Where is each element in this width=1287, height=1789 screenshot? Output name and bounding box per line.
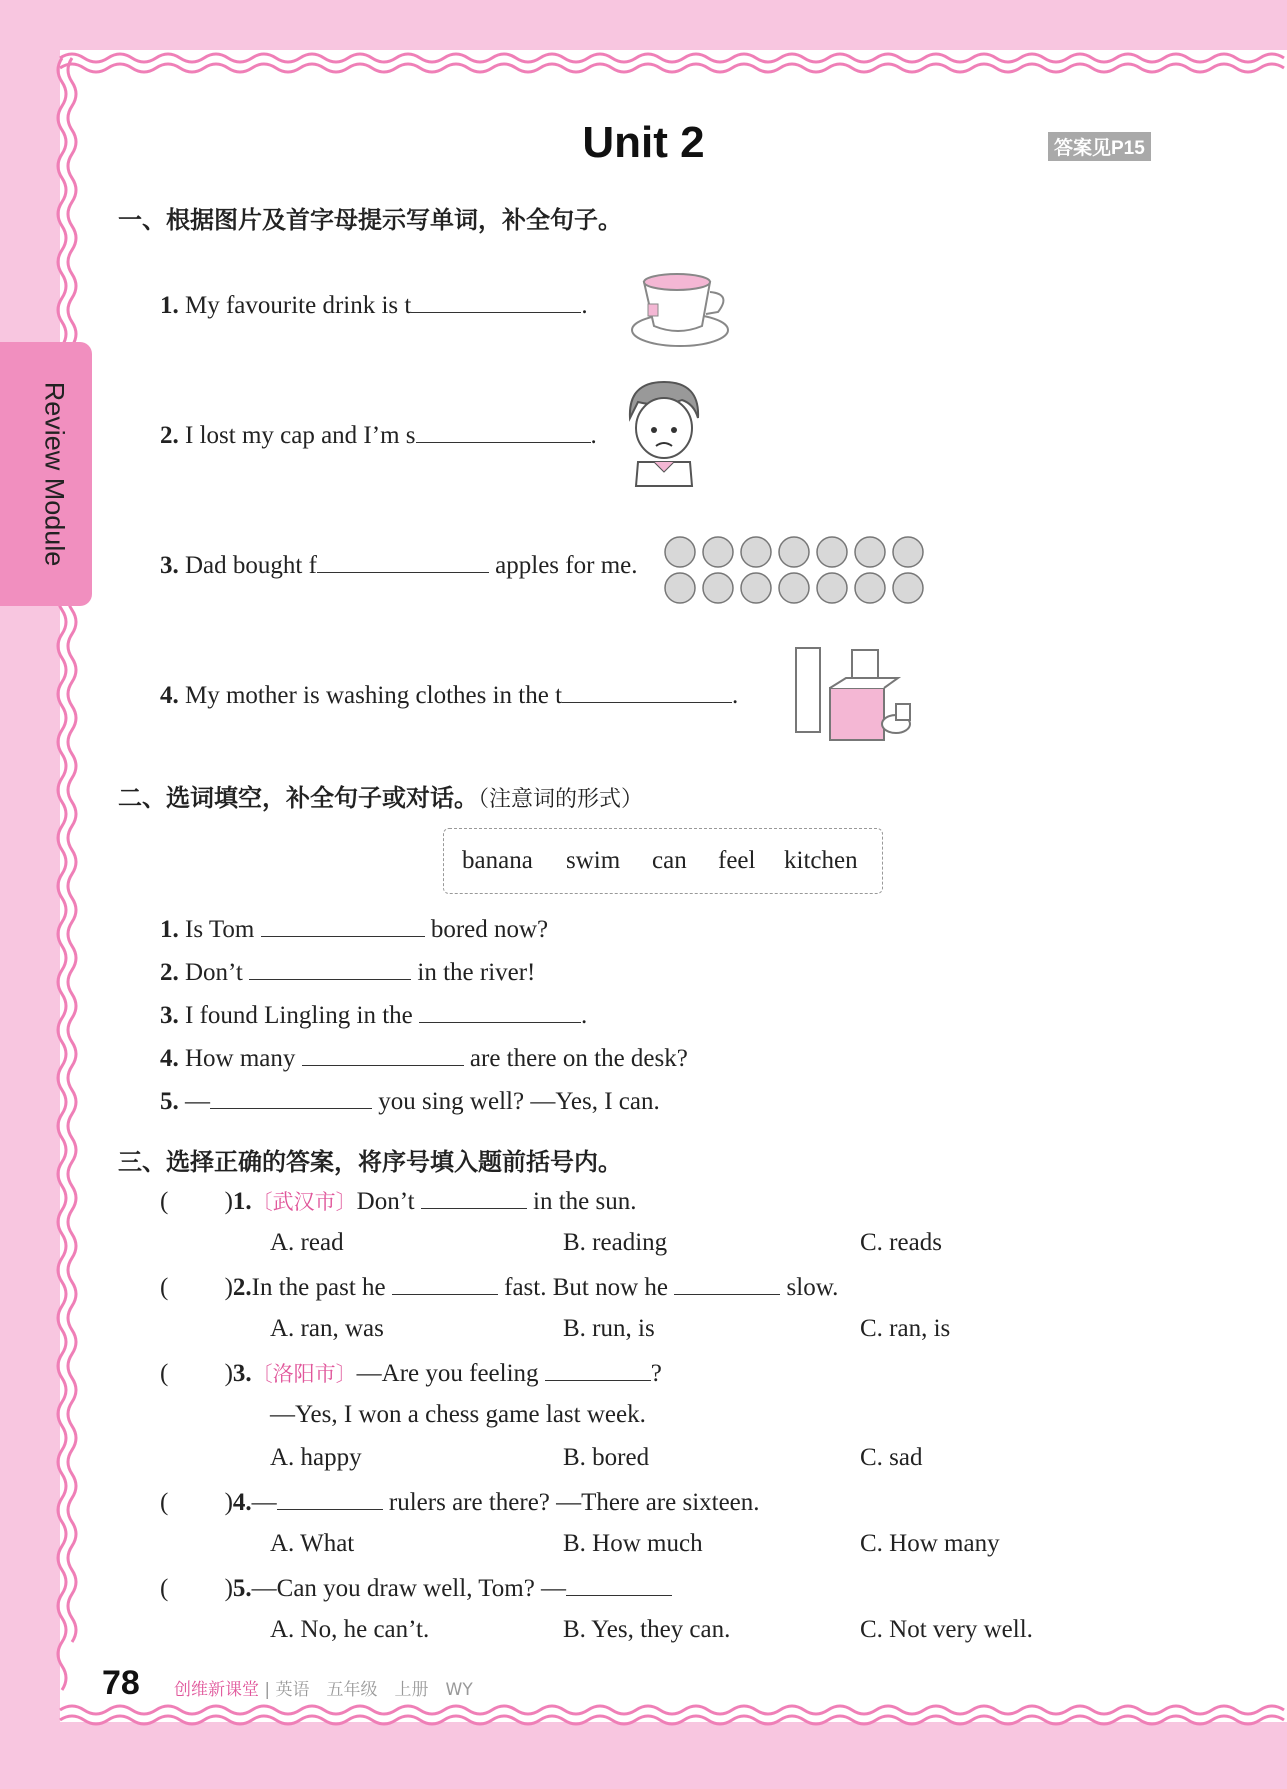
answer-blank[interactable]: [392, 1272, 498, 1295]
item-number: 2.: [232, 1274, 252, 1301]
item-text: you sing well? —Yes, I can.: [372, 1088, 660, 1115]
item-text: How many: [185, 1045, 302, 1072]
option-b: B. Yes, they can.: [563, 1616, 731, 1643]
s1-item-3: [160, 550, 637, 580]
item-text: .: [581, 292, 588, 319]
option-c: C. How many: [860, 1530, 1000, 1557]
item-text: In the past he: [251, 1274, 392, 1301]
section2-note: （注意词的形式）: [478, 787, 644, 812]
item-text: My favourite drink is t: [185, 292, 412, 319]
section2-heading: [118, 778, 643, 813]
section3-heading: 三、选择正确的答案，将序号填入题前括号内。: [118, 1148, 622, 1176]
s2-item-1: [160, 914, 548, 944]
s2-item-2: [160, 957, 535, 987]
answer-blank[interactable]: [411, 290, 581, 313]
answer-blank[interactable]: [562, 680, 732, 703]
answer-blank[interactable]: [416, 420, 591, 443]
option-a: A. ran, was: [270, 1315, 384, 1342]
item-text: .: [590, 422, 597, 449]
item-text: Dad bought f: [185, 552, 317, 579]
item-text: —: [185, 1088, 210, 1115]
side-tab: [0, 342, 92, 606]
answer-blank[interactable]: [249, 957, 411, 980]
item-text: .: [581, 1002, 588, 1029]
item-text: Is Tom: [185, 916, 261, 943]
item-text: fast. But now he: [497, 1274, 675, 1301]
word-bank-item: can: [652, 847, 687, 874]
item-text: —: [251, 1489, 277, 1516]
item-text: —Can you draw well, Tom? —: [251, 1575, 567, 1602]
s2-item-4: [160, 1043, 688, 1073]
answer-bracket[interactable]: ( ): [160, 1274, 233, 1301]
s3-q1: [160, 1186, 637, 1216]
item-number: 2.: [160, 422, 179, 449]
option-b: B. run, is: [563, 1315, 655, 1342]
answer-blank[interactable]: [545, 1358, 651, 1381]
s1-item-1: [160, 290, 588, 320]
item-text: apples for me.: [488, 552, 638, 579]
s2-item-3: [160, 1000, 587, 1030]
item-number: 5.: [232, 1575, 252, 1602]
item-text: My mother is washing clothes in the t: [185, 682, 563, 709]
option-a: A. No, he can’t.: [270, 1616, 430, 1643]
item-text: Don’t: [356, 1188, 421, 1215]
answer-bracket[interactable]: ( ): [160, 1575, 233, 1602]
item-text: —Are you feeling: [356, 1360, 545, 1387]
option-c: C. sad: [860, 1444, 923, 1471]
item-text: are there on the desk?: [463, 1045, 688, 1072]
word-bank-item: kitchen: [784, 847, 858, 874]
word-bank: [443, 828, 883, 894]
teacup-icon: [628, 270, 733, 352]
side-tab-label: Review Module: [39, 381, 70, 567]
s1-item-4: [160, 680, 738, 710]
s3-q4: [160, 1487, 760, 1517]
apples-icon: [662, 532, 926, 606]
section2-heading-text: 二、选词填空，补全句子或对话。: [118, 784, 478, 812]
item-number: 4.: [160, 1045, 179, 1072]
answer-reference-badge: 答案见P15: [1048, 132, 1151, 161]
item-text: in the river!: [411, 959, 536, 986]
s3-q3: [160, 1358, 662, 1388]
city-tag: 〔武汉市〕: [251, 1190, 357, 1214]
item-number: 2.: [160, 959, 179, 986]
answer-blank[interactable]: [277, 1487, 383, 1510]
option-a: A. read: [270, 1229, 344, 1256]
item-text: in the sun.: [526, 1188, 637, 1215]
answer-blank[interactable]: [566, 1573, 672, 1596]
item-number: 1.: [232, 1188, 252, 1215]
option-c: C. Not very well.: [860, 1616, 1033, 1643]
answer-bracket[interactable]: ( ): [160, 1489, 233, 1516]
option-b: B. How much: [563, 1530, 703, 1557]
item-number: 3.: [160, 1002, 179, 1029]
q3-reply: —Yes, I won a chess game last week.: [270, 1401, 646, 1428]
answer-blank[interactable]: [317, 550, 489, 573]
item-text: I found Lingling in the: [185, 1002, 419, 1029]
answer-blank[interactable]: [421, 1186, 527, 1209]
section1-heading: 一、根据图片及首字母提示写单词，补全句子。: [118, 206, 622, 234]
item-number: 4.: [160, 682, 179, 709]
sad-boy-icon: [622, 378, 706, 492]
word-bank-item: feel: [718, 847, 756, 874]
footer-brand: 创维新课堂: [174, 1680, 259, 1700]
option-b: B. bored: [563, 1444, 650, 1471]
answer-blank[interactable]: [674, 1272, 780, 1295]
item-text: bored now?: [424, 916, 549, 943]
item-text: rulers are there? —There are sixteen.: [382, 1489, 760, 1516]
option-b: B. reading: [563, 1229, 668, 1256]
word-bank-item: swim: [566, 847, 621, 874]
item-text: slow.: [780, 1274, 839, 1301]
option-c: C. ran, is: [860, 1315, 951, 1342]
option-a: A. happy: [270, 1444, 362, 1471]
s3-q2: [160, 1272, 838, 1302]
answer-blank[interactable]: [419, 1000, 581, 1023]
footer-info: 创维新课堂 | 英语 五年级 上册 WY: [174, 1680, 473, 1700]
s1-item-2: [160, 420, 597, 450]
item-text: Don’t: [185, 959, 250, 986]
item-number: 1.: [160, 916, 179, 943]
item-number: 5.: [160, 1088, 179, 1115]
s3-q5: [160, 1573, 672, 1603]
item-text: I lost my cap and I’m s: [185, 422, 416, 449]
item-number: 1.: [160, 292, 179, 319]
page-title: Unit 2: [582, 118, 705, 167]
answer-blank[interactable]: [210, 1086, 372, 1109]
answer-bracket[interactable]: ( ): [160, 1360, 233, 1387]
item-number: 4.: [232, 1489, 252, 1516]
city-tag: 〔洛阳市〕: [251, 1362, 357, 1386]
footer-book-info: 英语 五年级 上册 WY: [275, 1680, 473, 1700]
answer-bracket[interactable]: ( ): [160, 1188, 233, 1215]
item-text: ?: [650, 1360, 662, 1387]
word-bank-item: banana: [462, 847, 533, 874]
option-c: C. reads: [860, 1229, 942, 1256]
answer-blank[interactable]: [302, 1043, 464, 1066]
answer-blank[interactable]: [261, 914, 425, 937]
option-a: A. What: [270, 1530, 355, 1557]
item-number: 3.: [160, 552, 179, 579]
item-number: 3.: [232, 1360, 252, 1387]
item-text: .: [732, 682, 739, 709]
s2-item-5: [160, 1086, 660, 1116]
page-number: 78: [102, 1664, 140, 1702]
toilet-room-icon: [792, 644, 916, 754]
